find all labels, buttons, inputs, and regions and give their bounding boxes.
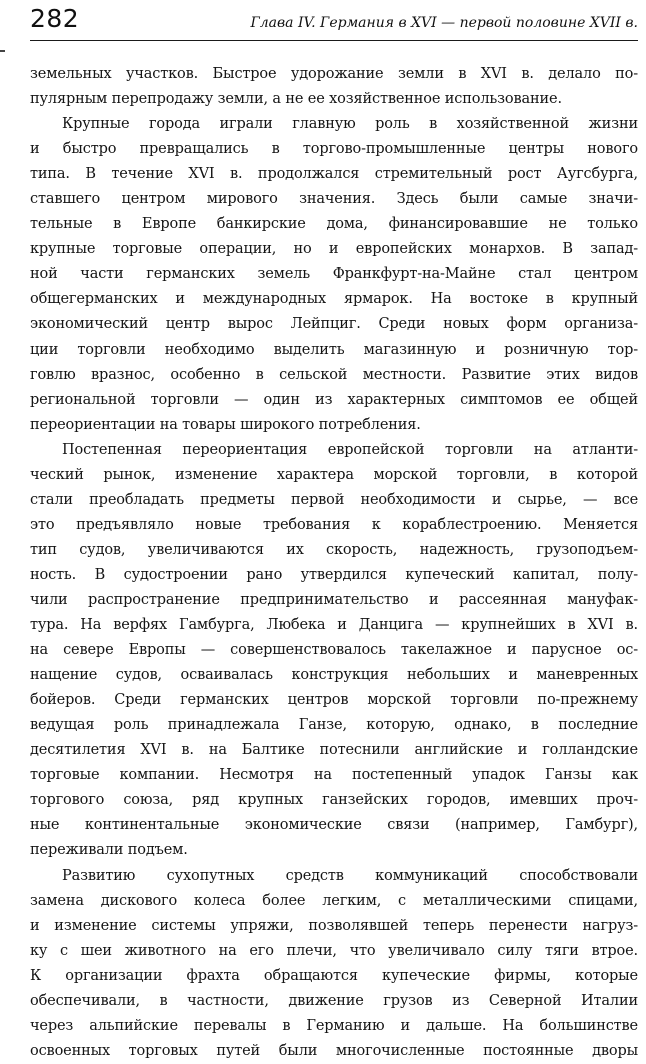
- text-line: стали преобладать предметы первой необходимости и сырье, — все: [30, 491, 638, 508]
- text-line: общегерманских и международных ярмарок. На востоке в крупный: [30, 291, 638, 308]
- text-line: К организации фрахта обращаются купеческие фирмы, которые: [30, 967, 638, 984]
- text-line: на севере Европы — совершенствовалось такелажное и парусное ос-: [30, 642, 638, 659]
- body-text: [30, 62, 638, 1064]
- text-line: освоенных торговых путей были многочисленные постоянные дворы: [30, 1042, 638, 1059]
- text-line: ку с шеи животного на его плечи, что увеличивало силу тяги втрое.: [30, 942, 638, 959]
- text-line: ность. В судостроении рано утвердился купеческий капитал, полу-: [30, 566, 638, 583]
- text-line: десятилетия XVI в. на Балтике потеснили английские и голландские: [30, 742, 638, 759]
- text-line: переориентации на товары широкого потребления.: [30, 416, 421, 433]
- text-line: ции торговли необходимо выделить магазинную и розничную тор-: [30, 341, 638, 358]
- text-line: экономический центр вырос Лейпциг. Среди новых форм организа-: [30, 316, 638, 333]
- text-line: типа. В течение XVI в. продолжался стремительный рост Аугсбурга,: [30, 166, 638, 183]
- text-line: Развитию сухопутных средств коммуникаций способствовали: [62, 867, 638, 884]
- text-line: торговые компании. Несмотря на постепенный упадок Ганзы как: [30, 767, 638, 784]
- page-number: 282: [30, 4, 80, 33]
- running-header: [30, 4, 638, 41]
- text-line: говлю вразнос, особенно в сельской местности. Развитие этих видов: [30, 366, 638, 383]
- text-line: и быстро превращались в торгово-промышленные центры нового: [30, 141, 638, 158]
- text-line: это предъявляло новые требования к кораблестроению. Меняется: [30, 516, 638, 533]
- text-line: нащение судов, осваивалась конструкция небольших и маневренных: [30, 667, 638, 684]
- text-line: тип судов, увеличиваются их скорость, надежность, грузоподъем-: [30, 541, 638, 558]
- text-line: ные континентальные экономические связи (например, Гамбург),: [30, 817, 638, 834]
- text-line: ведущая роль принадлежала Ганзе, которую, однако, в последние: [30, 717, 638, 734]
- margin-mark: [0, 50, 5, 52]
- text-line: замена дискового колеса более легким, с металлическими спицами,: [30, 892, 638, 909]
- text-line: ческий рынок, изменение характера морской торговли, в которой: [30, 466, 638, 483]
- text-line: земельных участков. Быстрое удорожание земли в XVI в. делало по-: [30, 66, 638, 82]
- text-line: тельные в Европе банкирские дома, финансировавшие не только: [30, 216, 638, 233]
- text-line: обеспечивали, в частности, движение грузов из Северной Италии: [30, 992, 638, 1009]
- text-line: крупные торговые операции, но и европейских монархов. В запад-: [30, 241, 638, 258]
- text-line: региональной торговли — один из характерных симптомов ее общей: [30, 391, 638, 408]
- text-line: торгового союза, ряд крупных ганзейских городов, имевших проч-: [30, 792, 638, 809]
- text-line: Крупные города играли главную роль в хозяйственной жизни: [62, 116, 638, 133]
- text-line: переживали подъем.: [30, 842, 188, 859]
- text-line: и изменение системы упряжи, позволявшей теперь перенести нагруз-: [30, 917, 638, 934]
- text-line: бойеров. Среди германских центров морской торговли по-прежнему: [30, 692, 638, 709]
- text-line: ставшего центром мирового значения. Здесь были самые значи-: [30, 191, 638, 208]
- text-line: чили распространение предпринимательство и рассеянная мануфак-: [30, 591, 638, 608]
- text-line: тура. На верфях Гамбурга, Любека и Данцига — крупнейших в XVI в.: [30, 617, 638, 634]
- text-line: Постепенная переориентация европейской торговли на атланти-: [62, 441, 638, 458]
- text-line: ной части германских земель Франкфурт-на-Майне стал центром: [30, 266, 638, 283]
- text-line: через альпийские перевалы в Германию и дальше. На большинстве: [30, 1017, 638, 1034]
- text-line: пулярным перепродажу земли, а не ее хозяйственное использование.: [30, 91, 562, 108]
- running-title: Глава IV. Германия в XVI — первой половине XVII в.: [250, 15, 638, 31]
